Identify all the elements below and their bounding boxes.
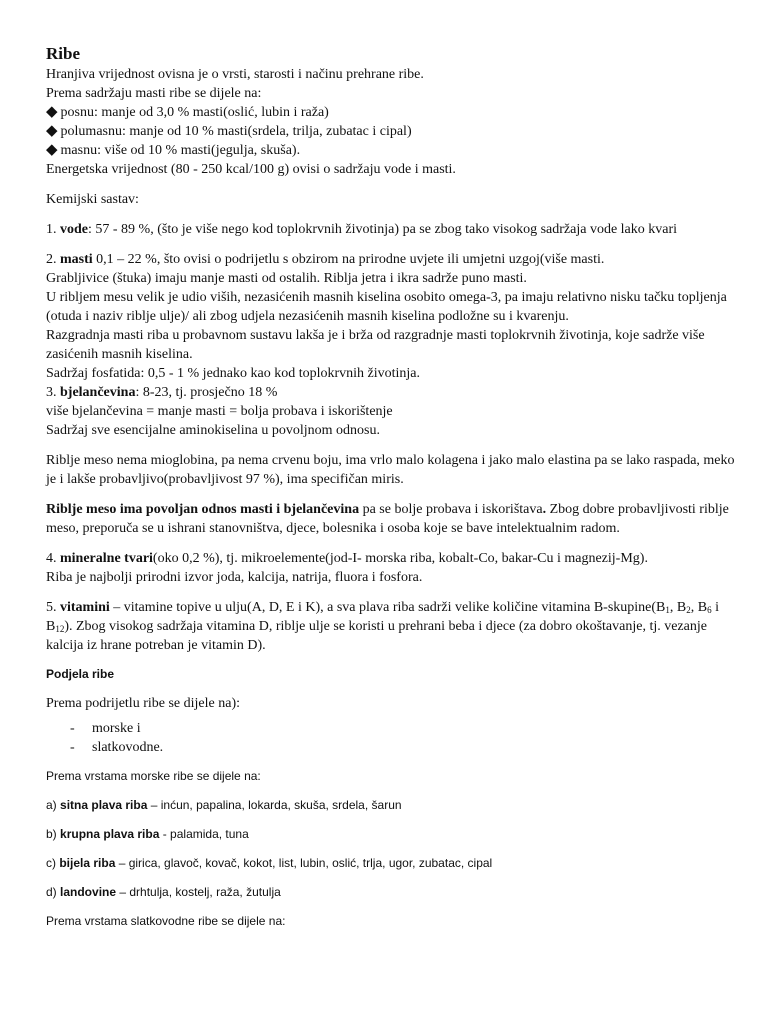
list-item: - morske i [70, 719, 736, 738]
chem-item-water: 1. vode: 57 - 89 %, (što je više nego kod toplokrvnih životinja) pa se zbog tako visokog sadržaja vode lako kvari [46, 222, 678, 237]
meat-paragraph: Riblje meso nema mioglobina, pa nema crvenu boju, ima vrlo malo kolagena i jako malo elastina pa se lako raspada, meko je i lakše probavljivo(probavljivost 97 %), ima specifičan miris. [46, 453, 735, 487]
intro-line: Hranjiva vrijednost ovisna je o vrsti, starosti i načinu prehrane ribe. [46, 67, 424, 82]
chem-item-minerals: 4. mineralne tvari(oko 0,2 %), tj. mikroelemente(jod-I- morska riba, kobalt-Co, bakar-Cu i magnezij-Mg). Riba je najbolji prirodni izvor joda, kalcija, natrija, fluora i fosfora. [46, 551, 648, 585]
sea-group-item: a) sitna plava riba – inćun, papalina, lokarda, skuša, srdela, šarun [46, 798, 402, 812]
sea-group-item: b) krupna plava riba - palamida, tuna [46, 827, 249, 841]
fat-type-item: ◆ posnu: manje od 3,0 % masti(oslić, lubin i raža) [46, 104, 329, 120]
sea-group-item: c) bijela riba – girica, glavoč, kovač, kokot, list, lubin, oslić, trlja, ugor, zubatac, cipal [46, 856, 493, 870]
list-item: - slatkovodne. [70, 738, 736, 757]
fat-type-item: ◆ masnu: više od 10 % masti(jegulja, skuša). [46, 142, 301, 158]
energy-line: Energetska vrijednost (80 - 250 kcal/100 g) ovisi o sadržaju vode i masti. [46, 162, 456, 177]
diamond-bullet-icon: ◆ [46, 142, 58, 158]
freshwater-intro: Prema vrstama slatkovodne ribe se dijele na: [46, 914, 286, 928]
chem-heading: Kemijski sastav: [46, 192, 139, 207]
sea-group-item: d) landovine – drhtulja, kostelj, raža, žutulja [46, 885, 281, 899]
diamond-bullet-icon: ◆ [46, 123, 58, 139]
chem-item-fat: 2. masti 0,1 – 22 %, što ovisi o podrijetlu s obzirom na prirodne uvjete ili umjetni uzgoj(više masti. Grabljivice (štuka) imaju manje masti od ostalih. Riblja jetra i ikra sadrže puno masti. U ribljem mesu velik je udio viših, nezasićenih masnih kiselina osobito omega-3, pa imaju relativno nisku tačku topljenja (otuda i naziv riblje ulje)/ ali zbog udjela nezasićenih masnih kiselina podložne su i kvarenju. Razgradnja masti riba u probavnom sustavu lakša je i brža od razgradnje masti toplokrvnih životinja, koje sadrže više zasićenih masnih kiselina. Sadržaj fosfatida: 0,5 - 1 % jednako kao kod toplokrvnih životinja. [46, 252, 727, 381]
origin-intro: Prema podrijetlu ribe se dijele na): [46, 696, 240, 711]
sea-intro: Prema vrstama morske ribe se dijele na: [46, 769, 261, 783]
chem-item-protein: 3. bjelančevina: 8-23, tj. prosječno 18 % više bjelančevina = manje masti = bolja probava i iskorištenje Sadržaj sve esencijalne aminokiselina u povoljnom odnosu. [46, 385, 393, 438]
document-title: Ribe [46, 44, 80, 63]
fat-intro-line: Prema sadržaju masti ribe se dijele na: [46, 86, 262, 101]
division-heading: Podjela ribe [46, 667, 115, 681]
ratio-paragraph: Riblje meso ima povoljan odnos masti i bjelančevina pa se bolje probava i iskorištava. Zbog dobre probavljivosti riblje meso, preporuča se u ishrani stanovništva, djece, bolesnika i osoba koje se bave intelektualnim radom. [46, 502, 729, 536]
document-page [46, 44, 736, 929]
chem-item-vitamins: 5. vitamini – vitamine topive u ulju(A, D, E i K), a sva plava riba sadrži velike količine vitamina $B-skupine(B_1$, $B_2$, $B_6$ i $B_{12}$). Zbog visokog sadržaja vitamina D, riblje ulje se koristi u prehrani beba i djece (za dobro okoštavanje, tj. vezanje kalcija iz hrane potreban je vitamin D). [46, 600, 719, 653]
diamond-bullet-icon: ◆ [46, 104, 58, 120]
origin-list [70, 719, 736, 757]
fat-type-item: ◆ polumasnu: manje od 10 % masti(srdela, trilja, zubatac i cipal) [46, 123, 412, 139]
